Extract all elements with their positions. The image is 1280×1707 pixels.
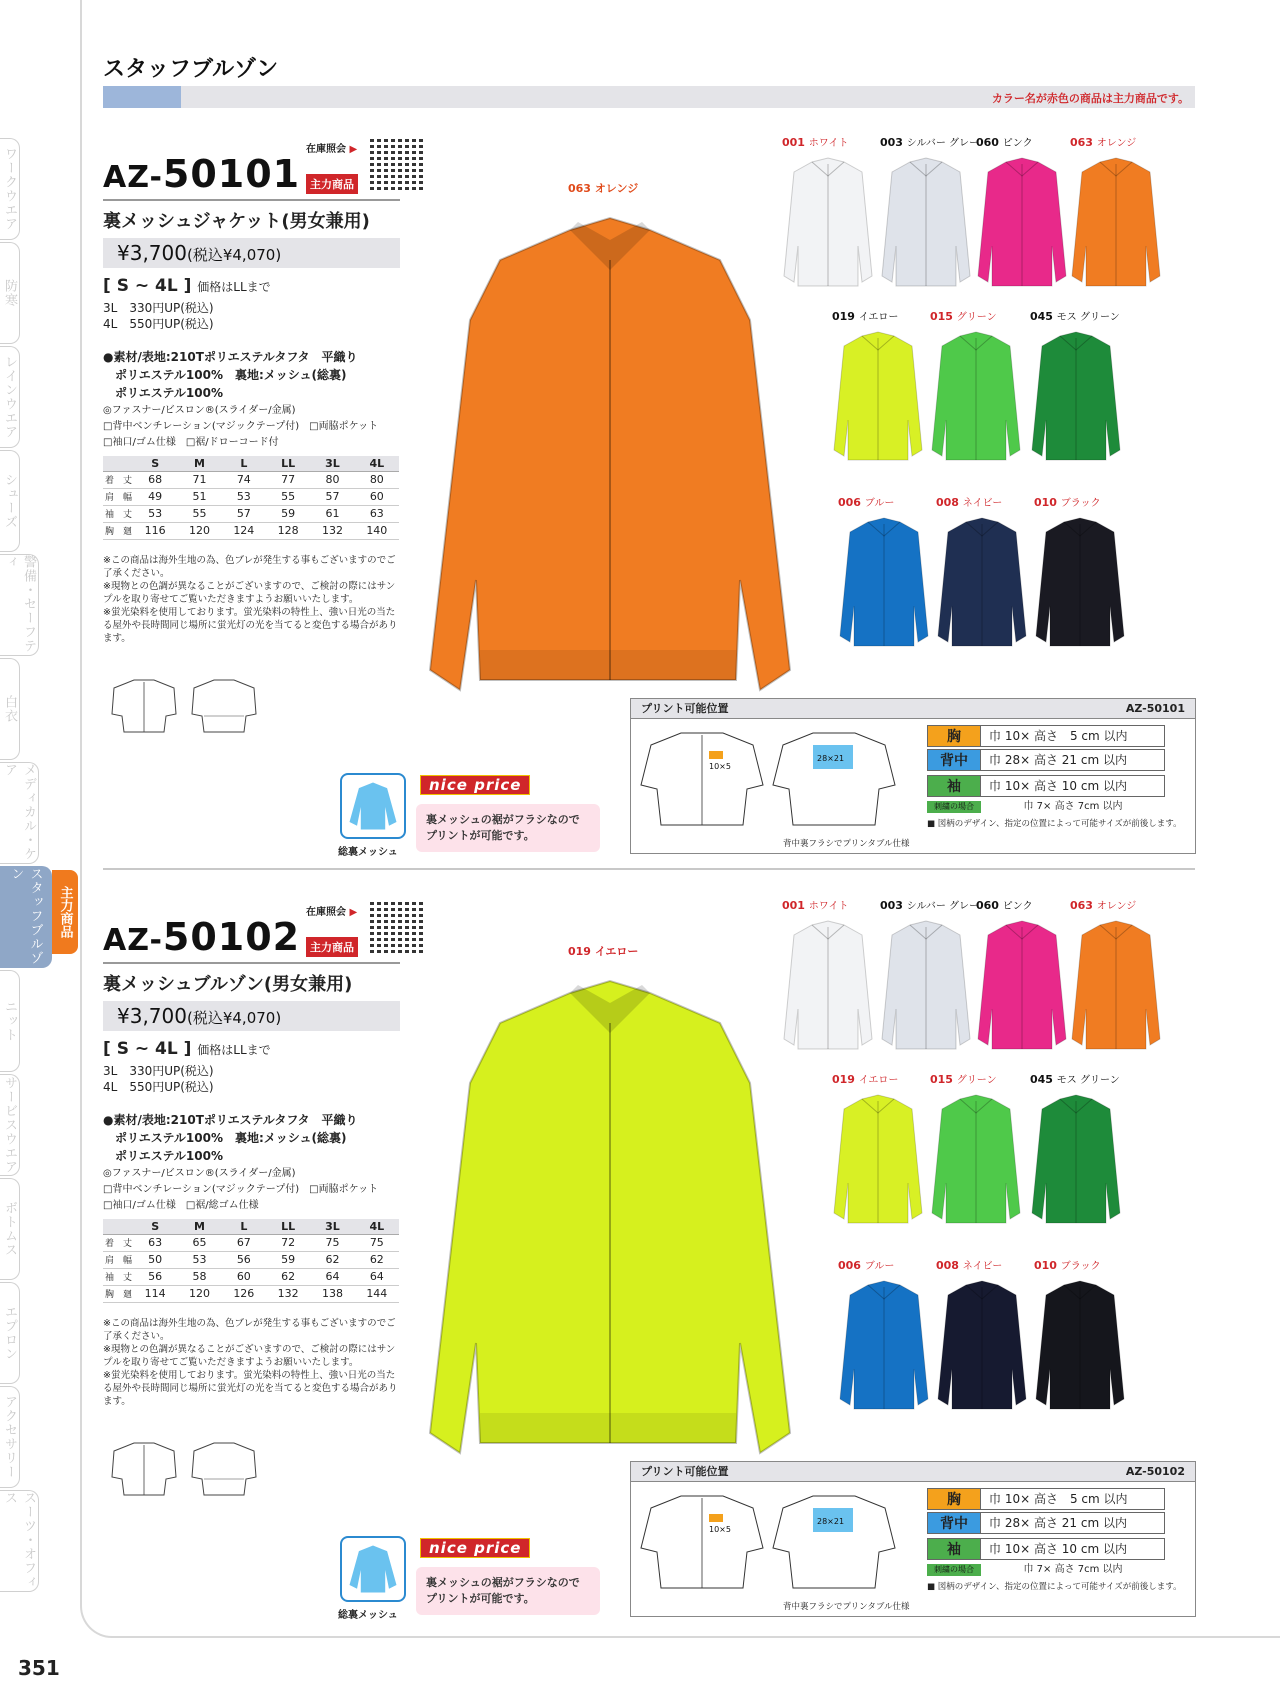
spec-cell: 60: [355, 488, 399, 505]
fas3: □袖口/ゴム仕様 □裾/総ゴム仕様: [103, 1200, 259, 1211]
spec-col-header: LL: [266, 1219, 310, 1234]
print-sleeve-v: 巾 10× 高さ 10 cm 以内: [981, 1538, 1165, 1560]
spec-cell: 64: [310, 1268, 354, 1285]
up1: 3L 330円UP(税込): [103, 301, 214, 315]
up2: 4L 550円UP(税込): [103, 1080, 214, 1094]
model-prefix: AZ-: [103, 160, 163, 195]
print-chest-k: 胸: [927, 725, 981, 747]
model-number: [103, 915, 300, 959]
title-rule: [103, 199, 400, 201]
mesh-lining-label: 総裏メッシュ: [338, 1610, 398, 1621]
spec-cell: 着 丈: [103, 1234, 133, 1251]
color-label: 010 ブラック: [1034, 1259, 1101, 1272]
spec-cell: 72: [266, 1234, 310, 1251]
spec-cell: 袖 丈: [103, 1268, 133, 1285]
mat3: ポリエステル100%: [103, 1149, 223, 1163]
print-chest-k: 胸: [927, 1488, 981, 1510]
size-upcharge: [103, 1063, 214, 1095]
fas1: ◎ファスナー/ビスロン®(スライダー/金属): [103, 405, 296, 416]
spec-col-header: 4L: [355, 456, 399, 471]
print-model: AZ-50102: [1125, 1465, 1185, 1478]
spec-col-header: L: [222, 456, 266, 471]
color-label: 010 ブラック: [1034, 496, 1101, 509]
model-number: [103, 152, 300, 196]
spec-col-header: L: [222, 1219, 266, 1234]
color-label: 063 オレンジ: [1070, 136, 1137, 149]
color-label: 003 シルバー グレー: [880, 899, 980, 912]
spec-cell: 袖 丈: [103, 505, 133, 522]
print-back-v: 巾 28× 高さ 21 cm 以内: [981, 749, 1165, 771]
print-position-panel: [630, 1461, 1196, 1617]
mat2: ポリエステル100% 裏地:メッシュ(総裏): [103, 368, 347, 382]
color-label: 006 ブルー: [838, 1259, 895, 1272]
spec-cell: 肩 幅: [103, 488, 133, 505]
category-tab[interactable]: シューズ: [0, 450, 20, 552]
spec-col-header: 4L: [355, 1219, 399, 1234]
spec-col-header: 3L: [310, 456, 354, 471]
color-swatch-jacket[interactable]: [880, 919, 972, 1061]
price-tax: (税込¥4,070): [186, 1009, 282, 1027]
svg-text:28×21: 28×21: [817, 1517, 845, 1526]
fas1: ◎ファスナー/ビスロン®(スライダー/金属): [103, 1168, 296, 1179]
product-name: 裏メッシュジャケット(男女兼用): [103, 211, 370, 232]
spec-cell: 65: [177, 1234, 221, 1251]
spec-col-header: [103, 456, 133, 471]
category-tab[interactable]: メディカル・ケア: [0, 762, 39, 864]
spec-cell: 120: [177, 1285, 221, 1302]
print-chest-v: 巾 10× 高さ 5 cm 以内: [981, 1488, 1165, 1510]
color-swatch-jacket[interactable]: [1030, 1093, 1122, 1235]
spec-col-header: M: [177, 1219, 221, 1234]
qr-code-icon[interactable]: [370, 136, 424, 190]
sizes-note: 価格はLLまで: [197, 1043, 271, 1057]
color-swatch-jacket[interactable]: [930, 330, 1022, 472]
main-jacket-photo: [420, 963, 800, 1483]
spec-cell: 57: [310, 488, 354, 505]
nice-price-badge: nice price: [420, 1538, 530, 1558]
main-label-code: 019: [568, 945, 591, 958]
category-tab[interactable]: アクセサリー: [0, 1386, 20, 1488]
color-label: 045 モス グリーン: [1030, 310, 1120, 323]
spec-cell: 56: [222, 1251, 266, 1268]
print-emb-v: 巾 7× 高さ 7cm 以内: [1023, 801, 1123, 812]
spec-cell: 128: [266, 522, 310, 539]
color-label: 063 オレンジ: [1070, 899, 1137, 912]
svg-text:10×5: 10×5: [709, 762, 731, 771]
print-model: AZ-50101: [1125, 702, 1185, 715]
main-jacket-photo: [420, 200, 800, 720]
spec-cell: 62: [310, 1251, 354, 1268]
product-name: 裏メッシュブルゾン(男女兼用): [103, 974, 353, 995]
color-swatch-jacket[interactable]: [930, 1093, 1022, 1235]
spec-row: [103, 1268, 399, 1285]
spec-cell: 58: [177, 1268, 221, 1285]
spec-cell: 120: [177, 522, 221, 539]
spec-cell: 71: [177, 471, 221, 488]
spec-row: [103, 522, 399, 539]
color-swatch-jacket[interactable]: [838, 516, 930, 658]
color-swatch-jacket[interactable]: [1034, 516, 1126, 658]
stock: 在庫照会: [306, 144, 346, 155]
category-tab[interactable]: 白衣: [0, 658, 20, 760]
color-label: 045 モス グリーン: [1030, 1073, 1120, 1086]
spec-cell: 53: [222, 488, 266, 505]
spec-cell: 50: [133, 1251, 177, 1268]
color-label: 060 ピンク: [976, 899, 1033, 912]
main-product-badge: 主力商品: [306, 174, 358, 194]
size-range: [103, 276, 271, 296]
model-num: 50102: [162, 915, 301, 959]
title-rule: [103, 962, 400, 964]
size-spec-table: [103, 1219, 399, 1303]
category-tab[interactable]: スタッフブルゾン: [0, 866, 52, 968]
material: [103, 348, 358, 402]
category-tab[interactable]: 警備・セーフティ: [0, 554, 39, 656]
print-note: ■ 図柄のデザイン、指定の位置によって可能サイズが前後します。: [927, 819, 1182, 829]
spec-cell: 55: [266, 488, 310, 505]
spec-cell: 75: [355, 1234, 399, 1251]
color-swatch-jacket[interactable]: [936, 1279, 1028, 1421]
spec-cell: 68: [133, 471, 177, 488]
spec-cell: 肩 幅: [103, 1251, 133, 1268]
spec-cell: 67: [222, 1234, 266, 1251]
print-sleeve-v: 巾 10× 高さ 10 cm 以内: [981, 775, 1165, 797]
price: [103, 1001, 400, 1031]
category-tab[interactable]: ボトムス: [0, 1178, 20, 1280]
main-label-code: 063: [568, 182, 591, 195]
spec-cell: 57: [222, 505, 266, 522]
color-swatch-jacket[interactable]: [1030, 330, 1122, 472]
features: [103, 1166, 378, 1214]
size-spec-table: [103, 456, 399, 540]
up1: 3L 330円UP(税込): [103, 1064, 214, 1078]
color-swatch-jacket[interactable]: [936, 516, 1028, 658]
category-tab[interactable]: スーツ・オフィス: [0, 1490, 39, 1592]
mat3: ポリエステル100%: [103, 386, 223, 400]
color-swatch-jacket[interactable]: [880, 156, 972, 298]
color-label: 003 シルバー グレー: [880, 136, 980, 149]
spec-cell: 132: [310, 522, 354, 539]
product-notes: ※この商品は海外生地の為、色ブレが発生する事もございますのでご了承ください。 ※現物との色調が異なることがございますので、ご検討の際にはサンプルを取り寄せてご覧いただきますようお願いいたします。 ※蛍光染料を使用しております。蛍光染料の特性上、強い日光の当たる屋外や長時間同じ場所に蛍光灯の光を当てると変色する場合があります。: [103, 555, 398, 644]
spec-cell: 63: [355, 505, 399, 522]
stock: 在庫照会: [306, 907, 346, 918]
spec-cell: 144: [355, 1285, 399, 1302]
color-label: 008 ネイビー: [936, 496, 1003, 509]
spec-cell: 着 丈: [103, 471, 133, 488]
print-chest-v: 巾 10× 高さ 5 cm 以内: [981, 725, 1165, 747]
color-label: 015 グリーン: [930, 310, 997, 323]
svg-text:28×21: 28×21: [817, 754, 845, 763]
price: ¥3,700: [117, 241, 187, 265]
mesh-lining-label: 総裏メッシュ: [338, 847, 398, 858]
spec-cell: 胸 廻: [103, 522, 133, 539]
nice-price-badge: nice price: [420, 775, 530, 795]
sizes-note: 価格はLLまで: [197, 280, 271, 294]
spec-cell: 116: [133, 522, 177, 539]
category-tab[interactable]: ワークウエア: [0, 138, 20, 240]
spec-cell: 61: [310, 505, 354, 522]
price-tax: (税込¥4,070): [186, 246, 282, 264]
print-info-box: [416, 1567, 600, 1615]
main-color-label: [568, 943, 638, 959]
print-emb-v: 巾 7× 高さ 7cm 以内: [1023, 1564, 1123, 1575]
spec-cell: 132: [266, 1285, 310, 1302]
print-back-v: 巾 28× 高さ 21 cm 以内: [981, 1512, 1165, 1534]
category-tab[interactable]: サービスウエア: [0, 1074, 20, 1176]
spec-col-header: LL: [266, 456, 310, 471]
spec-cell: 64: [355, 1268, 399, 1285]
red-color-note: カラー名が赤色の商品は主力商品です。: [991, 92, 1189, 105]
mat2: ポリエステル100% 裏地:メッシュ(総裏): [103, 1131, 347, 1145]
page-number: 351: [18, 1656, 60, 1680]
spec-cell: 59: [266, 505, 310, 522]
spec-cell: 53: [133, 505, 177, 522]
spec-cell: 62: [355, 1251, 399, 1268]
print-sleeve-k: 袖: [927, 1538, 981, 1560]
product-notes: ※この商品は海外生地の為、色ブレが発生する事もございますのでご了承ください。 ※現物との色調が異なることがございますので、ご検討の際にはサンプルを取り寄せてご覧いただきますようお願いいたします。 ※蛍光染料を使用しております。蛍光染料の特性上、強い日光の当たる屋外や長時間同じ場所に蛍光灯の光を当てると変色する場合があります。: [103, 1318, 398, 1407]
spec-cell: 55: [177, 505, 221, 522]
print-emb-k: 刺繍の場合: [927, 1564, 981, 1576]
pink2: プリントが可能です。: [426, 1592, 535, 1605]
color-swatch-jacket[interactable]: [976, 919, 1068, 1061]
material: [103, 1111, 358, 1165]
spec-cell: 74: [222, 471, 266, 488]
category-tab[interactable]: エプロン: [0, 1282, 20, 1384]
print-back-k: 背中: [927, 749, 981, 771]
spec-col-header: [103, 1219, 133, 1234]
color-swatch-jacket[interactable]: [832, 1093, 924, 1235]
color-label: 019 イエロー: [832, 310, 899, 323]
spec-cell: 60: [222, 1268, 266, 1285]
color-swatch-jacket[interactable]: [1070, 156, 1162, 298]
spec-cell: 80: [355, 471, 399, 488]
color-label: 008 ネイビー: [936, 1259, 1003, 1272]
price: [103, 238, 400, 268]
color-swatch-jacket[interactable]: [782, 156, 874, 298]
spec-cell: 63: [133, 1234, 177, 1251]
features: [103, 403, 378, 451]
mat1: ●素材/表地:210Tポリエステルタフタ 平織り: [103, 1113, 358, 1127]
spec-cell: 62: [266, 1268, 310, 1285]
page-title: スタッフブルゾン: [103, 57, 279, 82]
stock-inquiry[interactable]: 在庫照会 ▶: [306, 144, 358, 155]
spec-cell: 126: [222, 1285, 266, 1302]
main-label-name: イエロー: [594, 945, 639, 958]
stock-inquiry[interactable]: 在庫照会 ▶: [306, 907, 358, 918]
print-note: ■ 図柄のデザイン、指定の位置によって可能サイズが前後します。: [927, 1582, 1182, 1592]
spec-cell: 140: [355, 522, 399, 539]
spec-col-header: 3L: [310, 1219, 354, 1234]
model-prefix: AZ-: [103, 923, 163, 958]
color-swatch-jacket[interactable]: [976, 156, 1068, 298]
model-num: 50101: [162, 152, 301, 196]
spec-row: [103, 1234, 399, 1251]
category-tab[interactable]: ニット: [0, 970, 20, 1072]
sizes: [ S ~ 4L ]: [103, 276, 192, 296]
main-label-name: オレンジ: [594, 182, 639, 195]
main-product-badge: 主力商品: [306, 937, 358, 957]
print-back-k: 背中: [927, 1512, 981, 1534]
fas2: □背中ベンチレーション(マジックテープ付) □両脇ポケット: [103, 1184, 379, 1195]
spec-cell: 56: [133, 1268, 177, 1285]
svg-text:10×5: 10×5: [709, 1525, 731, 1534]
spec-cell: 51: [177, 488, 221, 505]
color-label: 001 ホワイト: [782, 899, 849, 912]
pink1: 裏メッシュの裾がフラシなので: [426, 1576, 580, 1589]
size-range: [103, 1039, 271, 1059]
color-label: 015 グリーン: [930, 1073, 997, 1086]
color-label: 001 ホワイト: [782, 136, 849, 149]
spec-row: [103, 505, 399, 522]
main-color-label: [568, 180, 638, 196]
print-diagram: [637, 1488, 899, 1598]
mat1: ●素材/表地:210Tポリエステルタフタ 平織り: [103, 350, 358, 364]
spec-cell: 59: [266, 1251, 310, 1268]
sizes: [ S ~ 4L ]: [103, 1039, 192, 1059]
up2: 4L 550円UP(税込): [103, 317, 214, 331]
spec-col-header: M: [177, 456, 221, 471]
print-caption: 背中裏フラシでプリンタブル仕様: [783, 839, 910, 849]
category-tab[interactable]: レインウエア: [0, 346, 20, 448]
spec-cell: 49: [133, 488, 177, 505]
color-swatch-jacket[interactable]: [838, 1279, 930, 1421]
color-swatch-jacket[interactable]: [832, 330, 924, 472]
color-swatch-jacket[interactable]: [1034, 1279, 1126, 1421]
spec-cell: 114: [133, 1285, 177, 1302]
flat-sketch: [104, 676, 264, 736]
color-label: 019 イエロー: [832, 1073, 899, 1086]
fas3: □袖口/ゴム仕様 □裾/ドローコード付: [103, 437, 279, 448]
price: ¥3,700: [117, 1004, 187, 1028]
pink2: プリントが可能です。: [426, 829, 535, 842]
color-label: 006 ブルー: [838, 496, 895, 509]
print-caption: 背中裏フラシでプリンタブル仕様: [783, 1602, 910, 1612]
print-title: プリント可能位置: [641, 702, 729, 715]
spec-row: [103, 471, 399, 488]
color-swatch-jacket[interactable]: [782, 919, 874, 1061]
spec-cell: 75: [310, 1234, 354, 1251]
spec-col-header: S: [133, 456, 177, 471]
print-title: プリント可能位置: [641, 1465, 729, 1478]
spec-row: [103, 1251, 399, 1268]
qr-code-icon[interactable]: [370, 899, 424, 953]
print-sleeve-k: 袖: [927, 775, 981, 797]
category-tab[interactable]: 防寒: [0, 242, 20, 344]
mesh-lining-icon: [340, 1536, 406, 1602]
spec-cell: 138: [310, 1285, 354, 1302]
flat-sketch: [104, 1439, 264, 1499]
main-product-tag: 主力商品: [52, 870, 78, 954]
pink1: 裏メッシュの裾がフラシなので: [426, 813, 580, 826]
spec-row: [103, 1285, 399, 1302]
spec-cell: 77: [266, 471, 310, 488]
spec-cell: 80: [310, 471, 354, 488]
spec-cell: 53: [177, 1251, 221, 1268]
spec-cell: 胸 廻: [103, 1285, 133, 1302]
size-upcharge: [103, 300, 214, 332]
print-emb-k: 刺繍の場合: [927, 801, 981, 813]
spec-row: [103, 488, 399, 505]
section-divider: [103, 868, 1195, 870]
spec-cell: 124: [222, 522, 266, 539]
color-label: 060 ピンク: [976, 136, 1033, 149]
fas2: □背中ベンチレーション(マジックテープ付) □両脇ポケット: [103, 421, 379, 432]
spec-col-header: S: [133, 1219, 177, 1234]
color-swatch-jacket[interactable]: [1070, 919, 1162, 1061]
